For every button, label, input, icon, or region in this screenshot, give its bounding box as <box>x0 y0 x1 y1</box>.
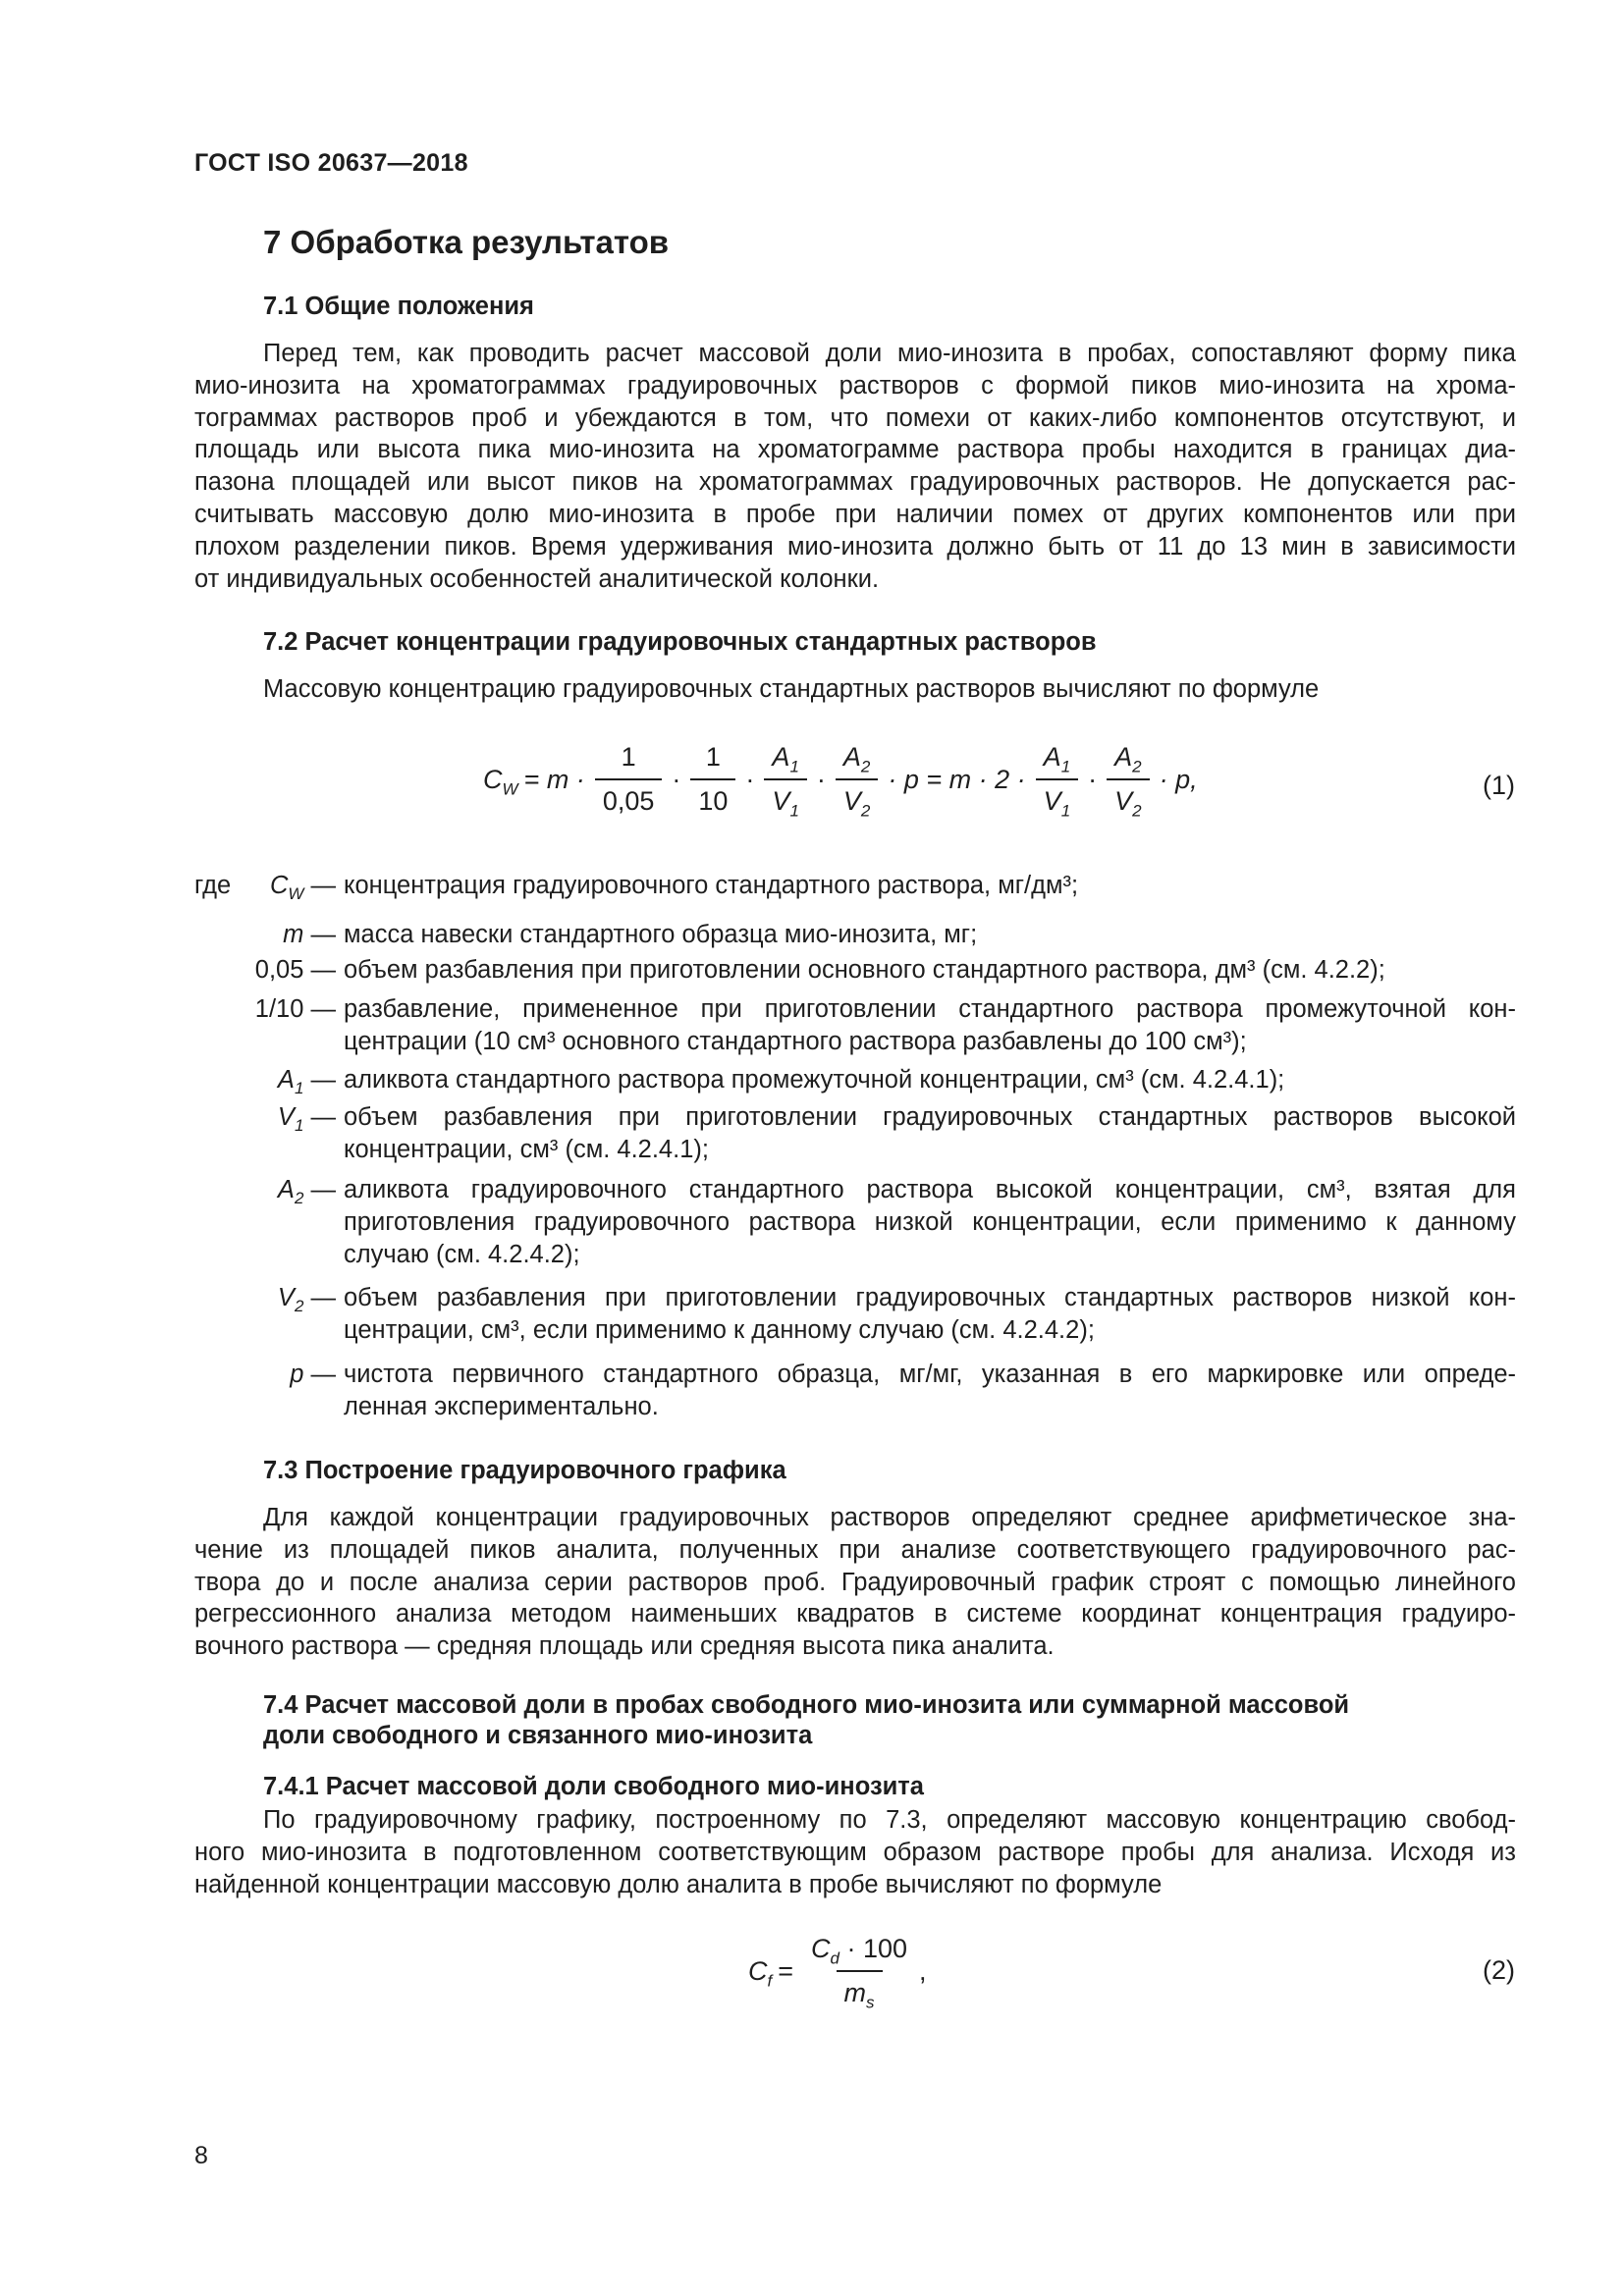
definition-symbol: p — <box>290 1361 336 1388</box>
paragraph-line: мио-инозита на хроматограммах градуировочных растворов с формой пиков мио-инозита на хрома- <box>194 371 1516 400</box>
standard-header: ГОСТ ISO 20637—2018 <box>194 149 468 177</box>
paragraph-line: регрессионного анализа методом наименьших квадратов в системе координат концентрация градуиро- <box>194 1600 1516 1629</box>
formula-1-lhs: $C_W$ <box>483 764 518 798</box>
definition-text <box>344 1282 1516 1347</box>
fraction-1-over-0-05: $\frac{1}{0,05}$ <box>595 742 663 817</box>
definition-line: чистота первичного стандартного образца, мг/мг, указанная в его маркировке или опреде- <box>344 1361 1516 1388</box>
fraction-a2-over-v2-second: $\frac{A_2}{V_2}$ <box>1107 742 1149 817</box>
paragraph-line: считывать массовую долю мио-инозита в пробе при наличии помех от других компонентов или при <box>194 500 1516 528</box>
section-7-1-title: 7.1 Общие положения <box>263 293 534 320</box>
paragraph-line: чение из площадей пиков аналита, полученных при анализе соответствующего градуировочного рас- <box>194 1535 1516 1564</box>
fraction-a2-over-v2: $\frac{A_2}{V_2}$ <box>836 742 878 817</box>
definition-symbol: $A_2$ — <box>277 1176 336 1208</box>
page-number: 8 <box>194 2142 208 2169</box>
definition-line: масса навески стандартного образца мио-инозита, мг; <box>344 921 978 948</box>
paragraph-line: тограммах растворов проб и убеждаются в том, что помехи от каких-либо компонентов отсутствуют, и <box>194 403 1516 432</box>
formula-1: $C_W$ = m · $\frac{1}{0,05}$ · $\frac{1}{10}$ · $\frac{A_1}{V_1}$ · $\frac{A_2}{V_2}$ · p = m · 2 · $\frac{A_1}{V_1}$ · $\frac{A_2}{V_2}$ · p, <box>483 742 1198 821</box>
fraction-cd-100-over-ms: $\frac{C_d \cdot 100}{m_s}$ <box>811 1934 908 2012</box>
definition-text <box>344 1174 1516 1270</box>
section-7-title: 7 Обработка результатов <box>263 224 670 260</box>
definition-symbol: $A_1$ — <box>277 1066 336 1098</box>
paragraph-line: твора до и после анализа серии растворов проб. Градуировочный график строят с помощью линейного <box>194 1568 1516 1596</box>
definition-line: ленная экспериментально. <box>344 1392 659 1420</box>
formula-2-number: (2) <box>1483 1955 1515 1985</box>
definition-line: объем разбавления при приготовлении основного стандартного раствора, дм³ (см. 4.2.2); <box>344 956 1385 984</box>
definition-text <box>344 1101 1516 1166</box>
paragraph-line: Для каждой концентрации градуировочных растворов определяют среднее арифметическое зна- <box>263 1504 1516 1531</box>
section-7-1-paragraph <box>194 338 1516 595</box>
definition-line: центрации, см³, если применимо к данному случаю (см. 4.2.4.2); <box>344 1315 1095 1344</box>
formula-1-number: (1) <box>1483 771 1515 800</box>
section-7-3-title: 7.3 Построение градуировочного графика <box>263 1457 786 1484</box>
definition-text <box>344 993 1516 1058</box>
formula-2: $C_f$ = $\frac{C_d \cdot 100}{m_s}$ , <box>748 1934 927 2012</box>
fraction-a1-over-v1: $\frac{A_1}{V_1}$ <box>764 742 806 817</box>
definition-line: концентрация градуировочного стандартного раствора, мг/дм³; <box>344 872 1079 899</box>
definition-text <box>344 919 1516 951</box>
section-7-2-title: 7.2 Расчет концентрации градуировочных стандартных растворов <box>263 628 1097 656</box>
paragraph-line: найденной концентрации массовую долю аналита в пробе вычисляют по формуле <box>194 1870 1163 1898</box>
definition-line: разбавление, примененное при приготовлении стандартного раствора промежуточной кон- <box>344 995 1516 1023</box>
paragraph-line: пазона площадей или высот пиков на хроматограммах градуировочных растворов. Не допускается рас- <box>194 468 1516 497</box>
definition-text <box>344 1064 1516 1096</box>
paragraph-line: площадь или высота пика мио-инозита на хроматограмме раствора пробы находится в границах диа- <box>194 436 1516 464</box>
paragraph-line: от индивидуальных особенностей аналитической колонки. <box>194 564 880 593</box>
definition-symbol: m — <box>283 921 336 948</box>
definition-line: аликвота градуировочного стандартного раствора высокой концентрации, см³, взятая для <box>344 1176 1516 1203</box>
paragraph-line: вочного раствора — средняя площадь или средняя высота пика аналита. <box>194 1632 1055 1661</box>
definition-line: концентрации, см³ (см. 4.2.4.1); <box>344 1135 709 1163</box>
fraction-1-over-10: $\frac{1}{10}$ <box>690 742 735 817</box>
definition-symbol: $V_1$ — <box>277 1103 336 1136</box>
definition-symbol: 0,05 — <box>254 956 336 984</box>
definition-symbol: 1/10 — <box>254 995 336 1023</box>
paragraph-line: Перед тем, как проводить расчет массовой доли мио-инозита в пробах, сопоставляют форму пика <box>263 340 1516 367</box>
definition-line: объем разбавления при приготовлении градуировочных стандартных растворов низкой кон- <box>344 1284 1516 1311</box>
definition-text <box>344 954 1516 987</box>
paragraph-line: плохом разделении пиков. Время удерживания мио-инозита должно быть от 11 до 13 мин в зависимости <box>194 532 1516 561</box>
definition-line: приготовления градуировочного раствора низкой концентрации, если применимо к данному <box>344 1207 1516 1236</box>
paragraph-line: По градуировочному графику, построенному по 7.3, определяют массовую концентрацию свобод- <box>263 1806 1516 1834</box>
definition-line: случаю (см. 4.2.4.2); <box>344 1240 580 1268</box>
definition-line: центрации (10 см³ основного стандартного раствора разбавлены до 100 см³); <box>344 1027 1247 1055</box>
section-7-2-intro: Массовую концентрацию градуировочных стандартных растворов вычисляют по формуле <box>263 675 1320 703</box>
definition-text <box>344 870 1516 902</box>
section-7-3-paragraph <box>194 1502 1516 1663</box>
definition-text <box>344 1359 1516 1423</box>
where-label: где <box>194 872 232 899</box>
section-7-4-1-paragraph <box>194 1804 1516 1900</box>
fraction-a1-over-v1-second: $\frac{A_1}{V_1}$ <box>1036 742 1078 817</box>
definition-symbol: $C_W$ — <box>269 872 336 904</box>
paragraph-line: ного мио-инозита в подготовленном соответствующим образом растворе пробы для анализа. Исходя из <box>194 1838 1516 1866</box>
definition-symbol: $V_2$ — <box>277 1284 336 1316</box>
definition-line: аликвота стандартного раствора промежуточной концентрации, см³ (см. 4.2.4.1); <box>344 1066 1285 1094</box>
section-7-4-1-title: 7.4.1 Расчет массовой доли свободного мио-инозита <box>263 1773 924 1800</box>
definition-line: объем разбавления при приготовлении градуировочных стандартных растворов высокой <box>344 1103 1516 1131</box>
section-7-4-title: 7.4 Расчет массовой доли в пробах свободного мио-инозита или суммарной массовой доли свободного и связанного мио-инозита <box>263 1691 1350 1749</box>
